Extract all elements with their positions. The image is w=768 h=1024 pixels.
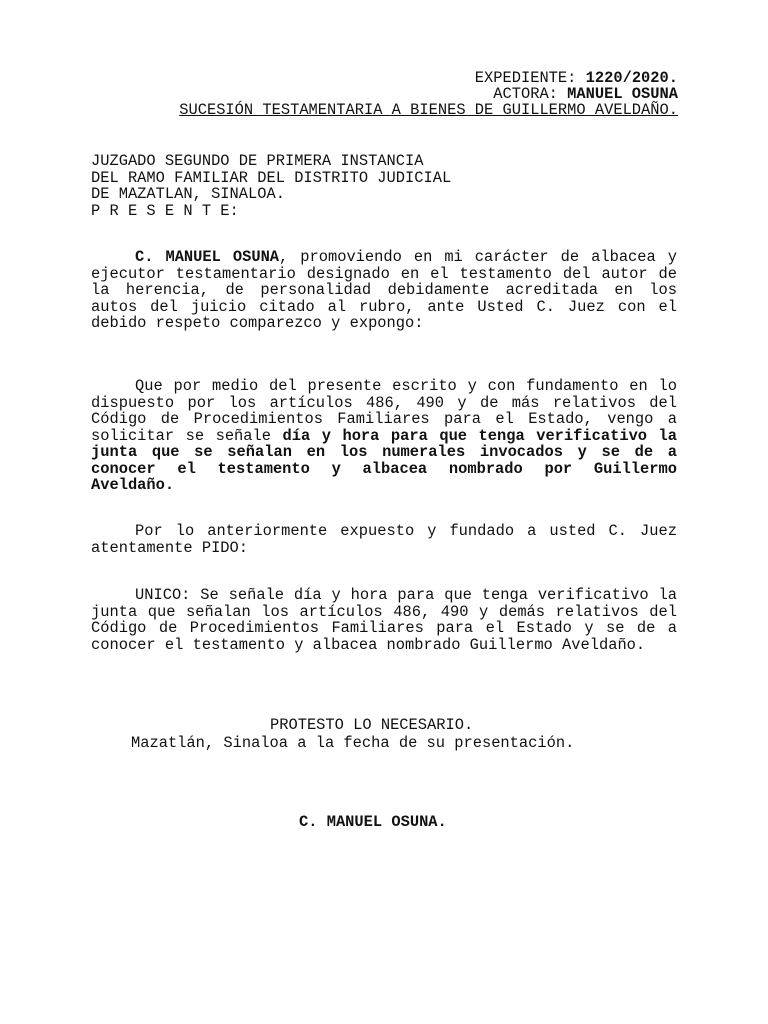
court-address [91, 153, 451, 219]
expediente-line [179, 70, 678, 86]
paragraph-petition: Por lo anteriormente expuesto y fundado a usted C. Juez atentamente PIDO: [91, 522, 677, 557]
place-date-line: Mazatlán, Sinaloa a la fecha de su presentación. [131, 734, 575, 752]
paragraph-request-text: Que por medio del presente escrito y con fundamento en lo dispuesto por los artículos 486, 490 y de más relativos del Código de Procedimientos Familiares para el Estado, vengo a solicitar se señale [91, 377, 677, 445]
actora-label: ACTORA: [493, 85, 568, 103]
paragraph-request-bold: día y hora para que tenga verificativo la junta que se señalan en los numerales invocados y se de a conocer el testamento y albacea nombrado por Guillermo Aveldaño. [91, 426, 678, 494]
signature-name: C. MANUEL OSUNA. [299, 813, 447, 831]
promovente-name: C. MANUEL OSUNA [135, 248, 280, 266]
actora-line [179, 86, 678, 102]
protesto-line: PROTESTO LO NECESARIO. [270, 716, 474, 734]
paragraph-intro-text: , promoviendo en mi carácter de albacea y ejecutor testamentario designado en el testamento del autor de la herencia, de personalidad debidamente acreditada en los autos del juicio citado al rubro, ante Usted C. Juez con el debido respeto comparezco y expongo: [91, 248, 677, 332]
expediente-label: EXPEDIENTE: [474, 69, 586, 87]
court-line-2: DEL RAMO FAMILIAR DEL DISTRITO JUDICIAL [91, 168, 452, 187]
case-header [179, 70, 678, 118]
paragraph-request [91, 378, 677, 494]
actora-name: MANUEL OSUNA [567, 85, 678, 103]
paragraph-intro [91, 249, 677, 332]
expediente-number: 1220/2020. [585, 69, 678, 87]
paragraph-unico: UNICO: Se señale día y hora para que tenga verificativo la junta que señalan los artículos 486, 490 y demás relativos del Código de Procedimientos Familiares para el Estado y se de a conocer el testamento y albacea nombrado Guillermo Aveldaño. [91, 586, 677, 654]
court-line-1: JUZGADO SEGUNDO DE PRIMERA INSTANCIA [91, 152, 424, 170]
court-line-3: DE MAZATLAN, SINALOA. [91, 185, 285, 203]
sucesion-title: SUCESIÓN TESTAMENTARIA A BIENES DE GUILLERMO AVELDAÑO. [179, 101, 678, 119]
court-line-4: P R E S E N T E: [91, 201, 239, 220]
